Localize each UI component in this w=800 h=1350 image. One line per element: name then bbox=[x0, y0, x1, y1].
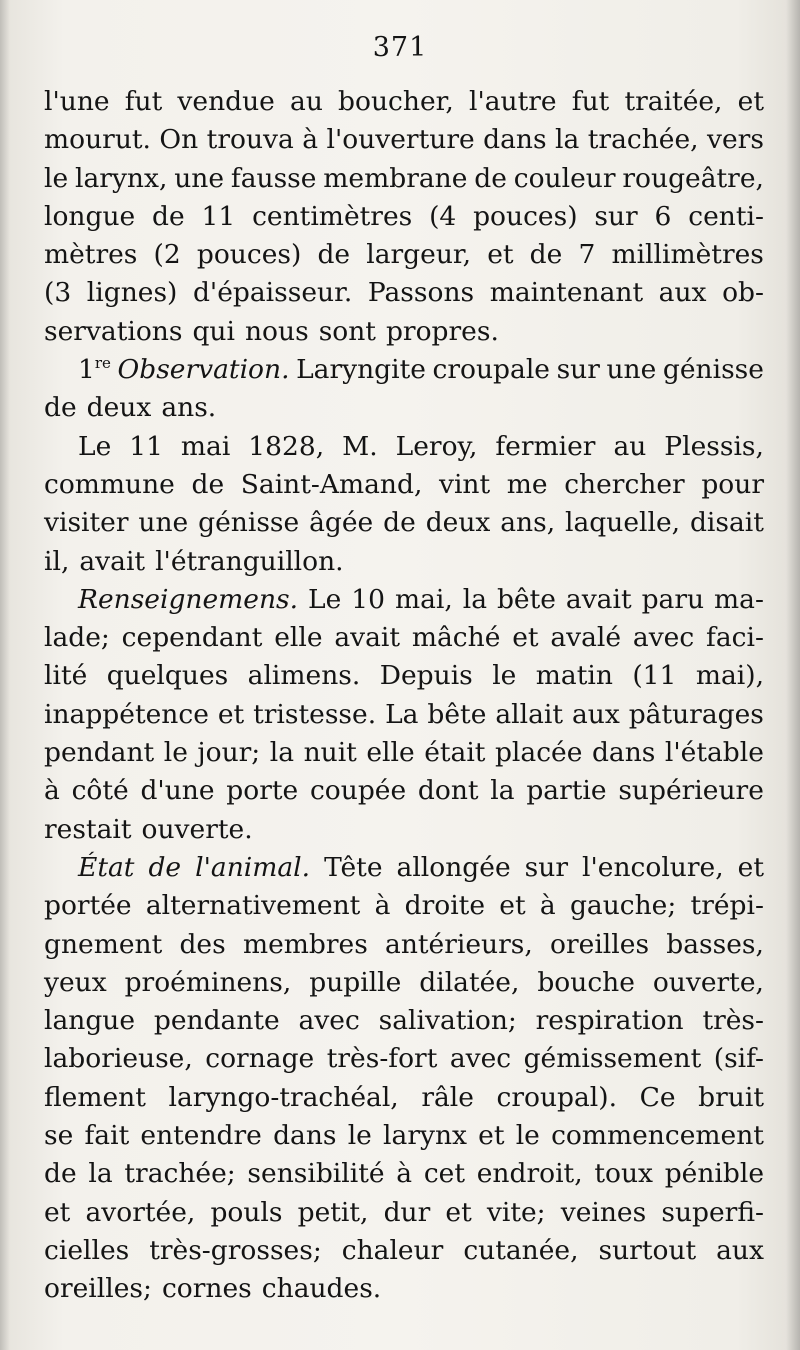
page-edge-left bbox=[0, 0, 10, 1350]
word: Ce bbox=[639, 1081, 676, 1113]
text-line bbox=[44, 543, 764, 581]
word: lade; bbox=[44, 622, 110, 654]
word: mai, bbox=[394, 583, 453, 615]
text-line bbox=[44, 504, 764, 542]
word: commune bbox=[44, 468, 175, 500]
word: Depuis bbox=[379, 660, 473, 692]
word: avalé bbox=[550, 622, 622, 654]
word: fausse bbox=[230, 162, 317, 194]
word: langue bbox=[44, 1005, 136, 1037]
word: nous bbox=[244, 315, 309, 347]
word: mai bbox=[180, 430, 231, 462]
word: à bbox=[44, 775, 60, 807]
text-line bbox=[44, 160, 764, 198]
word: Plessis, bbox=[664, 430, 764, 462]
word: allait bbox=[495, 698, 564, 730]
text-line bbox=[44, 926, 764, 964]
word: fait bbox=[84, 1120, 130, 1152]
word: vite; bbox=[486, 1196, 546, 1228]
word: aux bbox=[716, 1234, 764, 1266]
word: cutanée, bbox=[463, 1234, 579, 1266]
word: pendante bbox=[153, 1005, 280, 1037]
word: sur bbox=[594, 200, 638, 232]
page-edge-right bbox=[786, 0, 800, 1350]
word: sont bbox=[318, 315, 376, 347]
word: ma- bbox=[714, 583, 764, 615]
word: On bbox=[159, 124, 199, 156]
word: 7 bbox=[578, 239, 596, 271]
word: au bbox=[613, 430, 647, 462]
text-line bbox=[44, 351, 764, 389]
word: laborieuse, bbox=[44, 1043, 193, 1075]
word: à bbox=[374, 890, 391, 922]
word: 11 bbox=[201, 200, 236, 232]
word: il, bbox=[44, 545, 70, 577]
text-line bbox=[44, 657, 764, 695]
word: longue bbox=[44, 200, 136, 232]
word: membres bbox=[242, 928, 368, 960]
word: une bbox=[138, 507, 189, 539]
word: partie bbox=[526, 775, 607, 807]
word: avait bbox=[565, 583, 632, 615]
word: propres. bbox=[385, 315, 499, 347]
text-line bbox=[44, 964, 764, 1002]
word: ans. bbox=[161, 392, 217, 424]
word: yeux bbox=[44, 966, 107, 998]
word: pendant bbox=[44, 737, 155, 769]
word: placée bbox=[494, 737, 583, 769]
word: de bbox=[474, 162, 507, 194]
word: d'épaisseur. bbox=[192, 277, 353, 309]
word: et bbox=[737, 851, 764, 883]
word: (sif- bbox=[713, 1043, 764, 1075]
word: alternativement bbox=[145, 890, 361, 922]
word: d'une bbox=[140, 775, 215, 807]
word: trouva bbox=[206, 124, 294, 156]
word: dans bbox=[273, 1120, 337, 1152]
word: quelques bbox=[106, 660, 229, 692]
italic-heading-word: Renseignemens. bbox=[78, 583, 299, 615]
word: 6 bbox=[654, 200, 672, 232]
word: l'encolure, bbox=[582, 851, 724, 883]
word: servations bbox=[44, 315, 183, 347]
word: le bbox=[492, 660, 517, 692]
text-line bbox=[44, 83, 764, 121]
word: laryngo-trachéal, bbox=[168, 1081, 399, 1113]
word: trachée, bbox=[587, 124, 699, 156]
word: mai), bbox=[695, 660, 764, 692]
word: gauche; bbox=[569, 890, 677, 922]
text-line bbox=[44, 1117, 764, 1155]
body-text bbox=[44, 83, 764, 1309]
word: respiration bbox=[535, 1005, 684, 1037]
word: croupale bbox=[432, 354, 550, 386]
word: bouche bbox=[537, 966, 635, 998]
word: la bbox=[490, 775, 515, 807]
text-line bbox=[44, 849, 764, 887]
word: chaleur bbox=[341, 1234, 444, 1266]
word: centimètres bbox=[252, 200, 413, 232]
text-line bbox=[44, 313, 764, 351]
word: visiter bbox=[44, 507, 129, 539]
word: lignes) bbox=[86, 277, 178, 309]
word: et bbox=[445, 1196, 472, 1228]
word: se bbox=[44, 1120, 74, 1152]
word: de bbox=[191, 468, 225, 500]
word: larynx bbox=[383, 1120, 467, 1152]
word: cornage bbox=[205, 1043, 315, 1075]
word: dont bbox=[417, 775, 479, 807]
word: dans bbox=[483, 124, 547, 156]
word: antérieurs, bbox=[385, 928, 533, 960]
word: côté bbox=[71, 775, 129, 807]
word: bête bbox=[427, 698, 487, 730]
word: centi- bbox=[688, 200, 764, 232]
word: très-grosses; bbox=[149, 1234, 322, 1266]
word: l'autre bbox=[468, 86, 557, 117]
italic-heading-word: l'animal. bbox=[195, 851, 311, 883]
word: aux bbox=[571, 698, 620, 730]
word: avait bbox=[79, 545, 146, 577]
text-line bbox=[44, 428, 764, 466]
word: fut bbox=[124, 86, 163, 117]
word: laquelle, bbox=[565, 507, 681, 539]
observation-number: 1re bbox=[78, 354, 111, 386]
word: avortée, bbox=[85, 1196, 196, 1228]
word: et bbox=[44, 1196, 71, 1228]
word: proéminens, bbox=[124, 966, 292, 998]
word: à bbox=[396, 1158, 413, 1190]
text-line bbox=[44, 1232, 764, 1270]
text-line bbox=[44, 1079, 764, 1117]
word: paru bbox=[641, 583, 705, 615]
word: trépi- bbox=[690, 890, 764, 922]
word: et bbox=[478, 1120, 505, 1152]
text-line bbox=[44, 1040, 764, 1078]
word: larynx, bbox=[75, 162, 168, 194]
word: restait bbox=[44, 813, 132, 845]
text-line bbox=[44, 1002, 764, 1040]
word: ans, bbox=[500, 507, 556, 539]
word: chaudes. bbox=[261, 1273, 382, 1305]
word: veines bbox=[560, 1196, 647, 1228]
word: coupée bbox=[309, 775, 407, 807]
word: gémissement bbox=[523, 1043, 702, 1075]
text-line bbox=[44, 466, 764, 504]
word: ouverte. bbox=[141, 813, 253, 845]
word: (4 bbox=[429, 200, 457, 232]
word: supérieure bbox=[618, 775, 764, 807]
word: mourut. bbox=[44, 124, 151, 156]
word: gnement bbox=[44, 928, 163, 960]
text-line bbox=[44, 772, 764, 810]
text-line bbox=[44, 581, 764, 619]
word: à bbox=[539, 890, 556, 922]
word: disait bbox=[689, 507, 764, 539]
word: l'une bbox=[44, 86, 110, 117]
word: de bbox=[529, 239, 563, 271]
word: aux bbox=[658, 277, 707, 309]
word: 11 bbox=[129, 430, 163, 462]
word: avec bbox=[298, 1005, 360, 1037]
word: oreilles bbox=[550, 928, 650, 960]
word: (2 bbox=[153, 239, 181, 271]
word: bruit bbox=[698, 1081, 764, 1113]
word: très- bbox=[702, 1005, 764, 1037]
word: me bbox=[506, 468, 548, 500]
word: portée bbox=[44, 890, 132, 922]
word: flement bbox=[44, 1081, 146, 1113]
word: pouls bbox=[210, 1196, 283, 1228]
word: ouverte, bbox=[652, 966, 764, 998]
word: Tête bbox=[324, 851, 383, 883]
word: l'étranguillon. bbox=[155, 545, 344, 577]
word: cet bbox=[423, 1158, 466, 1190]
italic-heading-word: État bbox=[78, 851, 135, 883]
word: deux bbox=[425, 507, 491, 539]
word: Le bbox=[78, 430, 112, 462]
word: des bbox=[179, 928, 226, 960]
text-line bbox=[44, 389, 764, 427]
word: pâturages bbox=[628, 698, 764, 730]
word: une bbox=[174, 162, 225, 194]
text-line bbox=[44, 887, 764, 925]
word: commencement bbox=[551, 1120, 764, 1152]
word: avec bbox=[632, 622, 695, 654]
word: et bbox=[217, 698, 245, 730]
word: lité bbox=[44, 660, 88, 692]
word: faci- bbox=[706, 622, 764, 654]
word: droite bbox=[404, 890, 486, 922]
word: génisse bbox=[198, 507, 300, 539]
word: toux bbox=[594, 1158, 653, 1190]
word: l'étable bbox=[664, 737, 764, 769]
word: Laryngite bbox=[296, 354, 426, 386]
word: génisse bbox=[662, 354, 764, 386]
word: très-fort bbox=[326, 1043, 438, 1075]
word: le bbox=[347, 1120, 372, 1152]
word: elle bbox=[274, 622, 323, 654]
word: qui bbox=[192, 315, 235, 347]
word: sensibilité bbox=[247, 1158, 385, 1190]
word: alimens. bbox=[247, 660, 361, 692]
italic-heading-word: Observation. bbox=[117, 354, 290, 386]
word: pouces) bbox=[473, 200, 578, 232]
word: jour; bbox=[197, 737, 261, 769]
word: couleur bbox=[513, 162, 616, 194]
word: de bbox=[383, 507, 416, 539]
word: était bbox=[424, 737, 486, 769]
word: avec bbox=[449, 1043, 512, 1075]
word: 1828, bbox=[248, 430, 325, 462]
word: pupille bbox=[309, 966, 402, 998]
word: basses, bbox=[666, 928, 764, 960]
word: pénible bbox=[664, 1158, 764, 1190]
word: avait bbox=[334, 622, 401, 654]
word: vers bbox=[707, 124, 764, 156]
word: pour bbox=[701, 468, 764, 500]
word: maintenant bbox=[489, 277, 644, 309]
word: nuit bbox=[303, 737, 357, 769]
word: la bbox=[88, 1158, 113, 1190]
word: dilatée, bbox=[419, 966, 520, 998]
word: le bbox=[515, 1120, 540, 1152]
word: sur bbox=[524, 851, 568, 883]
word: au bbox=[290, 86, 323, 117]
word: dans bbox=[591, 737, 656, 769]
italic-heading-word: de bbox=[148, 851, 182, 883]
word: 10 bbox=[351, 583, 385, 615]
word: Le bbox=[308, 583, 342, 615]
text-line bbox=[44, 734, 764, 772]
word: cependant bbox=[121, 622, 263, 654]
text-line bbox=[44, 1270, 764, 1308]
page-number: 371 bbox=[372, 32, 428, 63]
word: La bbox=[385, 698, 419, 730]
word: pouces) bbox=[196, 239, 302, 271]
word: la bbox=[269, 737, 295, 769]
word: mètres bbox=[44, 239, 138, 271]
word: porte bbox=[226, 775, 299, 807]
word: fermier bbox=[495, 430, 596, 462]
word: Leroy, bbox=[395, 430, 478, 462]
word: ob- bbox=[722, 277, 764, 309]
text-line bbox=[44, 696, 764, 734]
word: et bbox=[499, 890, 526, 922]
word: surtout bbox=[598, 1234, 697, 1266]
word: l'ouverture bbox=[326, 124, 475, 156]
word: Passons bbox=[367, 277, 475, 309]
word: de bbox=[152, 200, 185, 232]
word: superfi- bbox=[661, 1196, 764, 1228]
word: une bbox=[606, 354, 657, 386]
word: et bbox=[737, 86, 764, 117]
word: fut bbox=[571, 86, 610, 117]
word: cielles bbox=[44, 1234, 130, 1266]
word: sur bbox=[556, 354, 600, 386]
word: trachée; bbox=[124, 1158, 236, 1190]
ordinal-superscript: re bbox=[94, 354, 111, 373]
word: traitée, bbox=[624, 86, 723, 117]
word: membrane bbox=[323, 162, 468, 194]
word: et bbox=[512, 622, 539, 654]
text-line bbox=[44, 619, 764, 657]
text-line bbox=[44, 274, 764, 312]
word: râle bbox=[421, 1081, 474, 1113]
text-line bbox=[44, 236, 764, 274]
text-line bbox=[44, 121, 764, 159]
word: tristesse. bbox=[253, 698, 377, 730]
word: croupal). bbox=[496, 1081, 618, 1113]
word: mâché bbox=[411, 622, 501, 654]
word: deux bbox=[86, 392, 152, 424]
word: elle bbox=[366, 737, 415, 769]
word: vendue bbox=[177, 86, 275, 117]
word: salivation; bbox=[378, 1005, 517, 1037]
word: boucher, bbox=[338, 86, 454, 117]
word: de bbox=[317, 239, 351, 271]
word: vint bbox=[438, 468, 491, 500]
word: millimètres bbox=[611, 239, 764, 271]
word: dur bbox=[383, 1196, 431, 1228]
text-line bbox=[44, 1155, 764, 1193]
text-line bbox=[44, 1194, 764, 1232]
word: cornes bbox=[161, 1273, 252, 1305]
word: endroit, bbox=[476, 1158, 583, 1190]
word: entendre bbox=[140, 1120, 262, 1152]
word: (11 bbox=[632, 660, 677, 692]
word: allongée bbox=[396, 851, 511, 883]
word: la bbox=[462, 583, 488, 615]
word: bête bbox=[496, 583, 556, 615]
word: et bbox=[487, 239, 514, 271]
word: Saint-Amand, bbox=[240, 468, 423, 500]
word: largeur, bbox=[366, 239, 472, 271]
text-line bbox=[44, 811, 764, 849]
word: le bbox=[163, 737, 188, 769]
word: inappétence bbox=[44, 698, 209, 730]
word: M. bbox=[342, 430, 378, 462]
text-line bbox=[44, 198, 764, 236]
word: âgée bbox=[309, 507, 374, 539]
word: petit, bbox=[297, 1196, 369, 1228]
word: à bbox=[302, 124, 319, 156]
word: rougeâtre, bbox=[622, 162, 764, 194]
word: de bbox=[44, 392, 77, 424]
word: de bbox=[44, 1158, 77, 1190]
word: chercher bbox=[564, 468, 685, 500]
word: le bbox=[44, 162, 69, 194]
word: oreilles; bbox=[44, 1273, 152, 1305]
word: la bbox=[555, 124, 580, 156]
word: (3 bbox=[44, 277, 72, 309]
word: matin bbox=[535, 660, 613, 692]
